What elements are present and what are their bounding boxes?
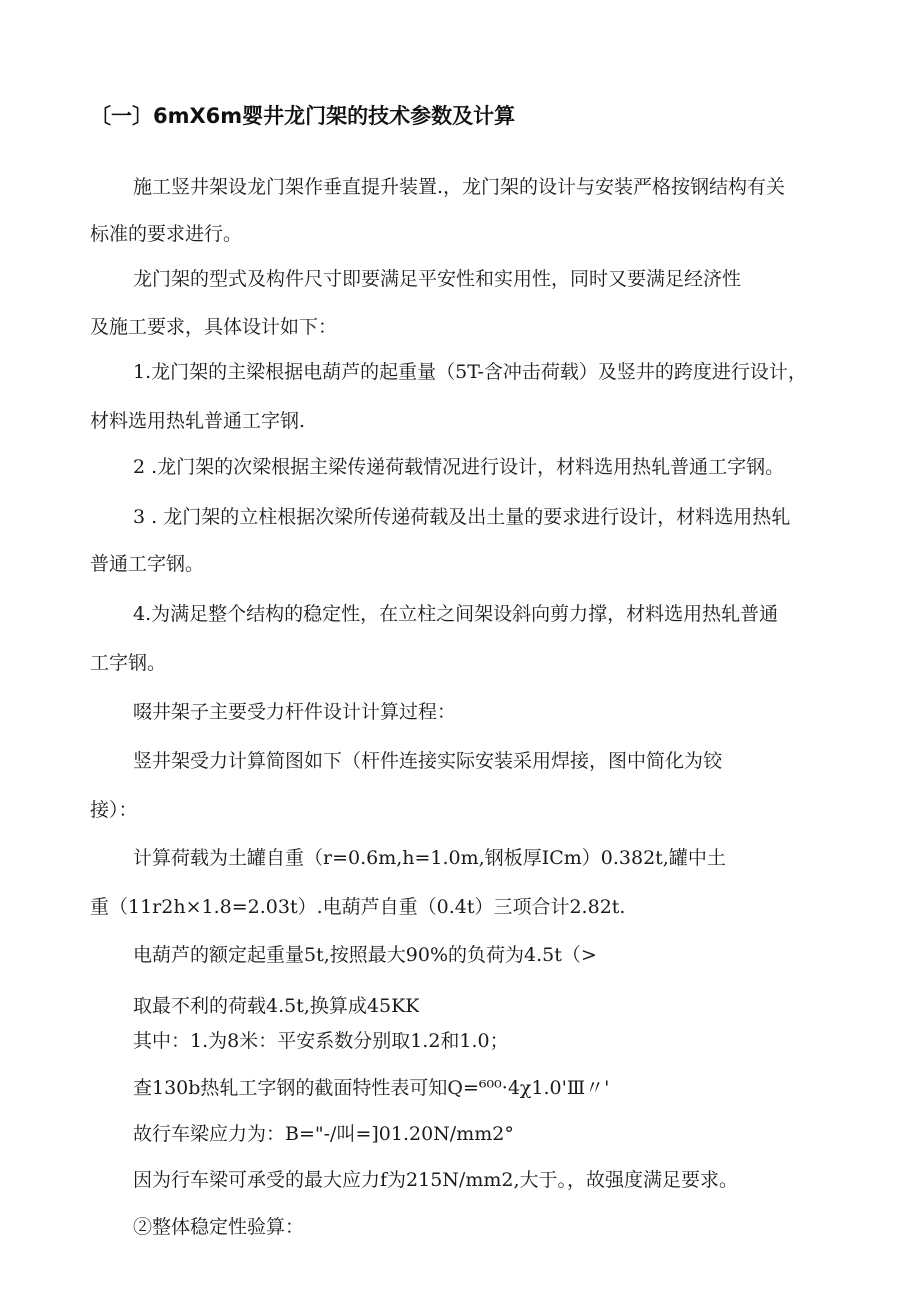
paragraph-line: 及施工要求，具体设计如下： <box>90 316 338 338</box>
paragraph-line: 1.龙门架的主梁根据电葫芦的起重量（5T-含冲击荷载）及竖井的跨度进行设计， <box>133 361 807 383</box>
paragraph-line: 故行车梁应力为：B="-/叫=]01.20N∕mm2° <box>133 1123 514 1145</box>
paragraph-line: 龙门架的型式及构件尺寸即要满足平安性和实用性，同时又要满足经济性 <box>133 268 742 290</box>
paragraph-line: 接）： <box>90 799 138 821</box>
section-heading: 〔一〕6mX6m婴井龙门架的技术参数及计算 <box>90 104 516 128</box>
paragraph-line: 竖井架受力计算简图如下（杆件连接实际安装采用焊接，图中简化为铰 <box>133 750 723 772</box>
paragraph-line: 4.为满足整个结构的稳定性，在立柱之间架设斜向剪力撑，材料选用热轧普通 <box>133 603 779 625</box>
paragraph-line: 2 .龙门架的次梁根据主梁传递荷载情况进行设计，材料选用热轧普通工字钢。 <box>133 456 785 478</box>
paragraph-line: 因为行车梁可承受的最大应力f为215N∕mm2,大于。，故强度满足要求。 <box>133 1169 738 1191</box>
paragraph-line: 重（11r2h×1.8=2.03t）.电葫芦自重（0.4t）三项合计2.82t. <box>90 896 626 918</box>
paragraph-line: 查130b热轧工字钢的截面特性表可知Q=⁶⁰⁰·4χ1.0'Ⅲ〃' <box>133 1077 610 1099</box>
paragraph-line: 标准的要求进行。 <box>90 223 243 245</box>
paragraph-line: 其中：1.为8米：平安系数分别取1.2和1.0； <box>133 1030 509 1052</box>
paragraph-line: ②整体稳定性验算： <box>133 1216 305 1238</box>
paragraph-line: 啜井架子主要受力杆件设计计算过程： <box>133 701 457 723</box>
paragraph-line: 材料选用热轧普通工字钢. <box>90 410 306 432</box>
paragraph-line: 普通工字钢。 <box>90 553 205 575</box>
paragraph-line: 取最不利的荷载4.5t,换算成45KK <box>133 995 420 1017</box>
paragraph-line: 3 . 龙门架的立柱根据次梁所传递荷载及出土量的要求进行设计，材料选用热轧 <box>133 506 791 528</box>
paragraph-line: 计算荷载为土罐自重（r=0.6m,h=1.0m,钢板厚ICm）0.382t,罐中土 <box>133 847 726 869</box>
paragraph-line: 电葫芦的额定起重量5t,按照最大90%的负荷为4.5t（> <box>133 944 597 966</box>
paragraph-line: 工字钢。 <box>90 652 167 674</box>
paragraph-line: 施工竖井架设龙门架作垂直提升装置.，龙门架的设计与安装严格按钢结构有关 <box>133 176 786 198</box>
